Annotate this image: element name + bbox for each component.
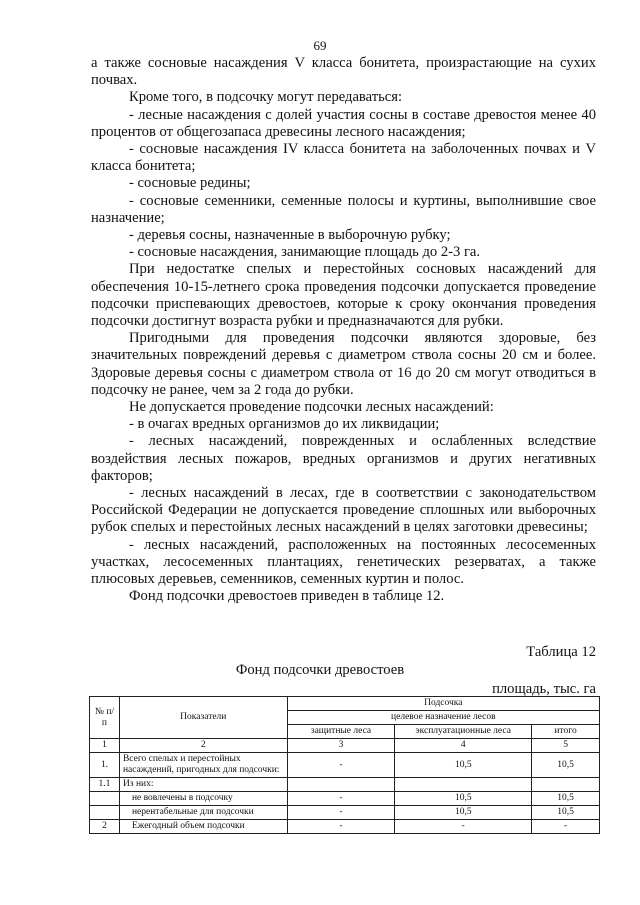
body-text — [91, 55, 596, 606]
row-label: нерентабельные для подсочки — [119, 806, 287, 820]
row-label: Всего спелых и перестойных насаждений, пригодных для подсочки: — [119, 753, 287, 778]
column-number-row — [90, 739, 600, 753]
row-exploitation: 10,5 — [395, 792, 532, 806]
row-exploitation: - — [395, 820, 532, 834]
row-protective: - — [287, 792, 395, 806]
row-label: Ежегодный объем подсочки — [119, 820, 287, 834]
header-protective: защитные леса — [287, 725, 395, 739]
table-row — [90, 753, 600, 778]
list-item: - сосновые насаждения IV класса бонитета на заболоченных почвах и V класса бонитета; — [91, 141, 596, 175]
list-item: - лесные насаждения с долей участия сосны в составе древостоя менее 40 процентов от общегозапаса древесины лесного насаждения; — [91, 106, 596, 140]
header-num: № п/п — [90, 697, 120, 739]
header-subgroup: целевое назначение лесов — [287, 711, 599, 725]
row-protective — [287, 778, 395, 792]
row-total — [532, 778, 600, 792]
list-item: - лесных насаждений, поврежденных и ослабленных вследствие воздействия лесных пожаров, вредных организмов и других негативных факторов; — [91, 433, 596, 484]
row-total: 10,5 — [532, 806, 600, 820]
paragraph: Не допускается проведение подсочки лесных насаждений: — [129, 399, 494, 416]
row-num: 1. — [90, 753, 120, 778]
page-number: 69 — [313, 38, 327, 53]
table-row — [90, 806, 600, 820]
row-exploitation — [395, 778, 532, 792]
table-header-row — [90, 697, 600, 711]
header-exploitation: эксплуатационные леса — [395, 725, 532, 739]
column-number: 3 — [287, 739, 395, 753]
table-title: Фонд подсочки древостоев — [235, 662, 405, 678]
row-num — [90, 792, 120, 806]
fund-table — [89, 696, 600, 834]
row-num — [90, 806, 120, 820]
paragraph: Кроме того, в подсочку могут передаваться: — [129, 89, 403, 106]
header-total: итого — [532, 725, 600, 739]
row-total: - — [532, 820, 600, 834]
column-number: 2 — [119, 739, 287, 753]
paragraph: Пригодными для проведения подсочки являются здоровые, без значительных повреждений деревья с диаметром ствола сосны 20 см и более. Здоровые деревья сосны с диаметром ствола от 16 до 20 см могут отводиться в подсочку не ранее, чем за 2 года до рубки. — [91, 330, 596, 398]
table-units: площадь, тыс. га — [492, 681, 596, 697]
row-total: 10,5 — [532, 753, 600, 778]
column-number: 1 — [90, 739, 120, 753]
table-row — [90, 792, 600, 806]
row-exploitation: 10,5 — [395, 806, 532, 820]
header-group: Подсочка — [287, 697, 599, 711]
table-row — [90, 778, 600, 792]
table-number: Таблица 12 — [526, 644, 596, 660]
row-exploitation: 10,5 — [395, 753, 532, 778]
list-item: - сосновые насаждения, занимающие площадь до 2-3 га. — [129, 244, 481, 261]
row-num: 1.1 — [90, 778, 120, 792]
header-indicators: Показатели — [119, 697, 287, 739]
column-number: 4 — [395, 739, 532, 753]
row-label: Из них: — [119, 778, 287, 792]
list-item: - сосновые семенники, семенные полосы и куртины, выполнившие свое назначение; — [91, 192, 596, 226]
row-label: не вовлечены в подсочку — [119, 792, 287, 806]
table-row — [90, 820, 600, 834]
paragraph: а также сосновые насаждения V класса бонитета, произрастающие на сухих почвах. — [91, 55, 596, 89]
list-item: - лесных насаждений, расположенных на постоянных лесосеменных участках, лесосеменных плантациях, генетических резерватах, а также плюсовых деревьев, семенников, семенных куртин и полос. — [91, 536, 596, 588]
row-total: 10,5 — [532, 792, 600, 806]
list-item: - деревья сосны, назначенные в выборочную рубку; — [129, 227, 451, 244]
paragraph: Фонд подсочки древостоев приведен в таблице 12. — [129, 588, 445, 605]
column-number: 5 — [532, 739, 600, 753]
row-protective: - — [287, 806, 395, 820]
row-protective: - — [287, 753, 395, 778]
list-item: - сосновые редины; — [129, 175, 251, 192]
row-num: 2 — [90, 820, 120, 834]
paragraph: При недостатке спелых и перестойных сосновых насаждений для обеспечения 10-15-летнего срока проведения подсочки допускается проведение подсочки приспевающих древостоев, которые к сроку окончания проведения подсочки достигнут возраста рубки и предназначаются для рубки. — [91, 261, 596, 330]
list-item: - в очагах вредных организмов до их ликвидации; — [129, 416, 440, 433]
list-item: - лесных насаждений в лесах, где в соответствии с законодательством Российской Федерации не допускается проведение сплошных или выборочных рубок спелых и перестойных лесных насаждений в целях заготовки древесины; — [91, 485, 596, 536]
row-protective: - — [287, 820, 395, 834]
